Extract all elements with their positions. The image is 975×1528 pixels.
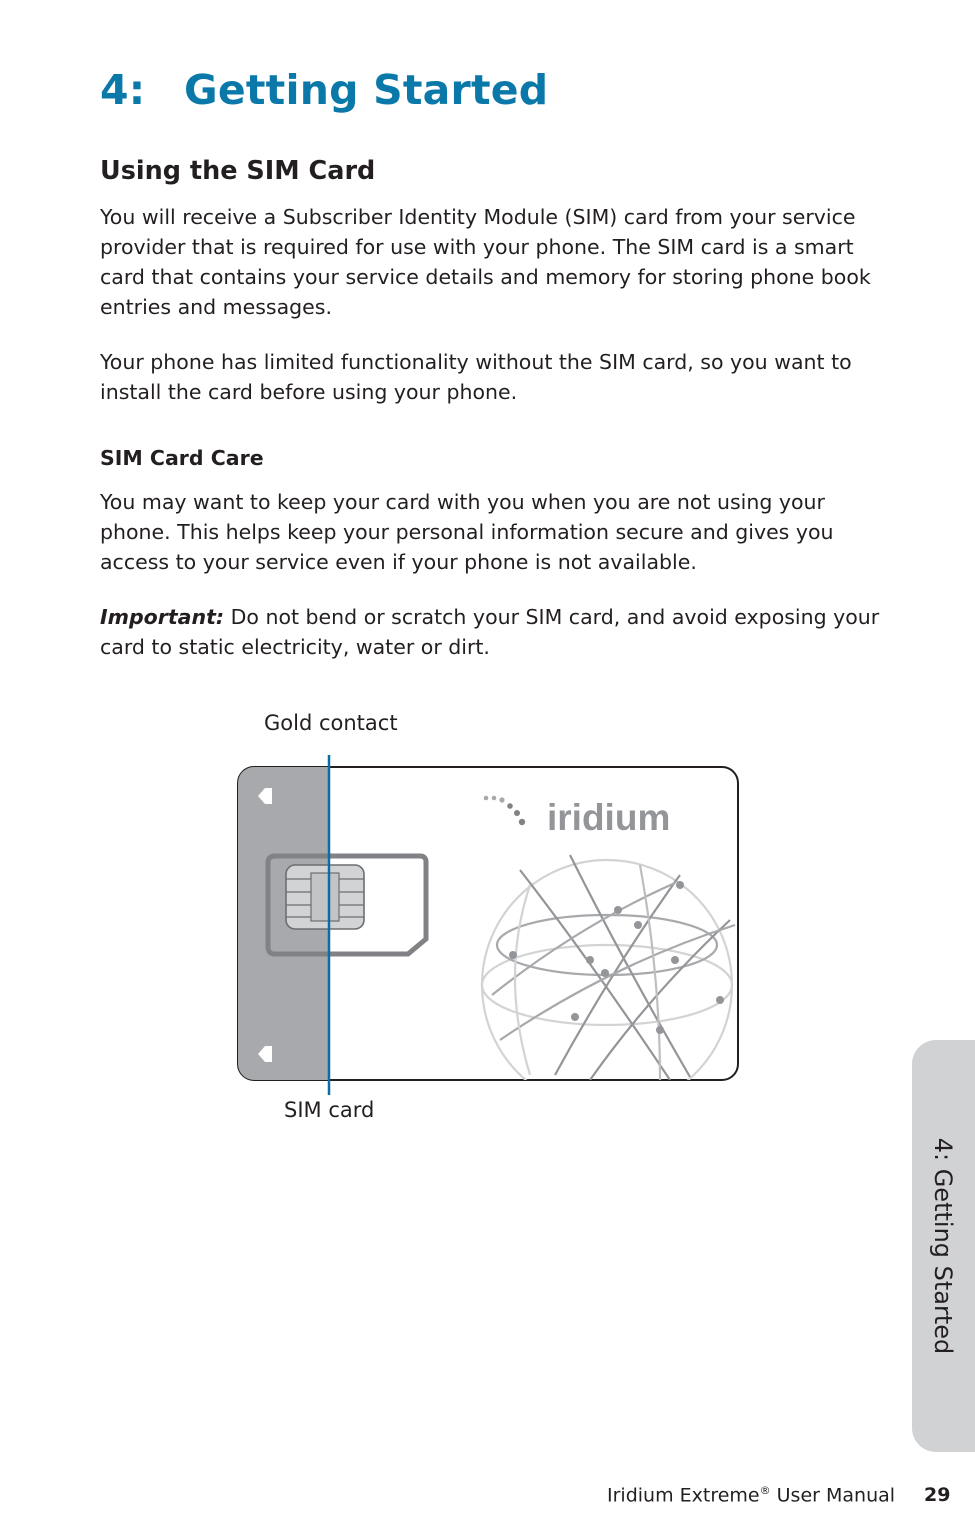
important-label: Important: [100, 605, 225, 629]
sim-card-figure [230, 755, 745, 1095]
side-tab-label: 4: Getting Started [929, 1137, 957, 1355]
important-text: Do not bend or scratch your SIM card, and avoid exposing your card to static electricity, water or dirt. [100, 605, 880, 659]
sim-care-paragraph: You may want to keep your card with you when you are not using your phone. This helps keep your personal information secure and gives you access to your service even if your phone is not available. [100, 490, 834, 574]
gold-contact-chip [286, 865, 364, 929]
chapter-number: 4: [100, 66, 146, 114]
chapter-title [100, 66, 548, 114]
footer-manual-title [607, 1484, 895, 1506]
gold-contact-label: Gold contact [264, 711, 398, 735]
footer-title-suffix: User Manual [770, 1484, 896, 1507]
footer-registered-mark: ® [759, 1484, 771, 1497]
sim-care-heading: SIM Card Care [100, 446, 264, 470]
functionality-paragraph: Your phone has limited functionality without the SIM card, so you want to install the card before using your phone. [100, 350, 852, 404]
sim-card-label: SIM card [284, 1098, 375, 1122]
intro-paragraph: You will receive a Subscriber Identity Module (SIM) card from your service provider that is required for use with your phone. The SIM card is a smart card that contains your service details and memory for storing phone book entries and messages. [100, 205, 871, 319]
page-number: 29 [924, 1484, 951, 1506]
important-note [100, 602, 890, 662]
footer-product-name: Iridium Extreme [607, 1484, 760, 1507]
chapter-title-text: Getting Started [184, 66, 549, 114]
section-title: Using the SIM Card [100, 156, 376, 186]
brand-wordmark: iridium [547, 797, 671, 838]
